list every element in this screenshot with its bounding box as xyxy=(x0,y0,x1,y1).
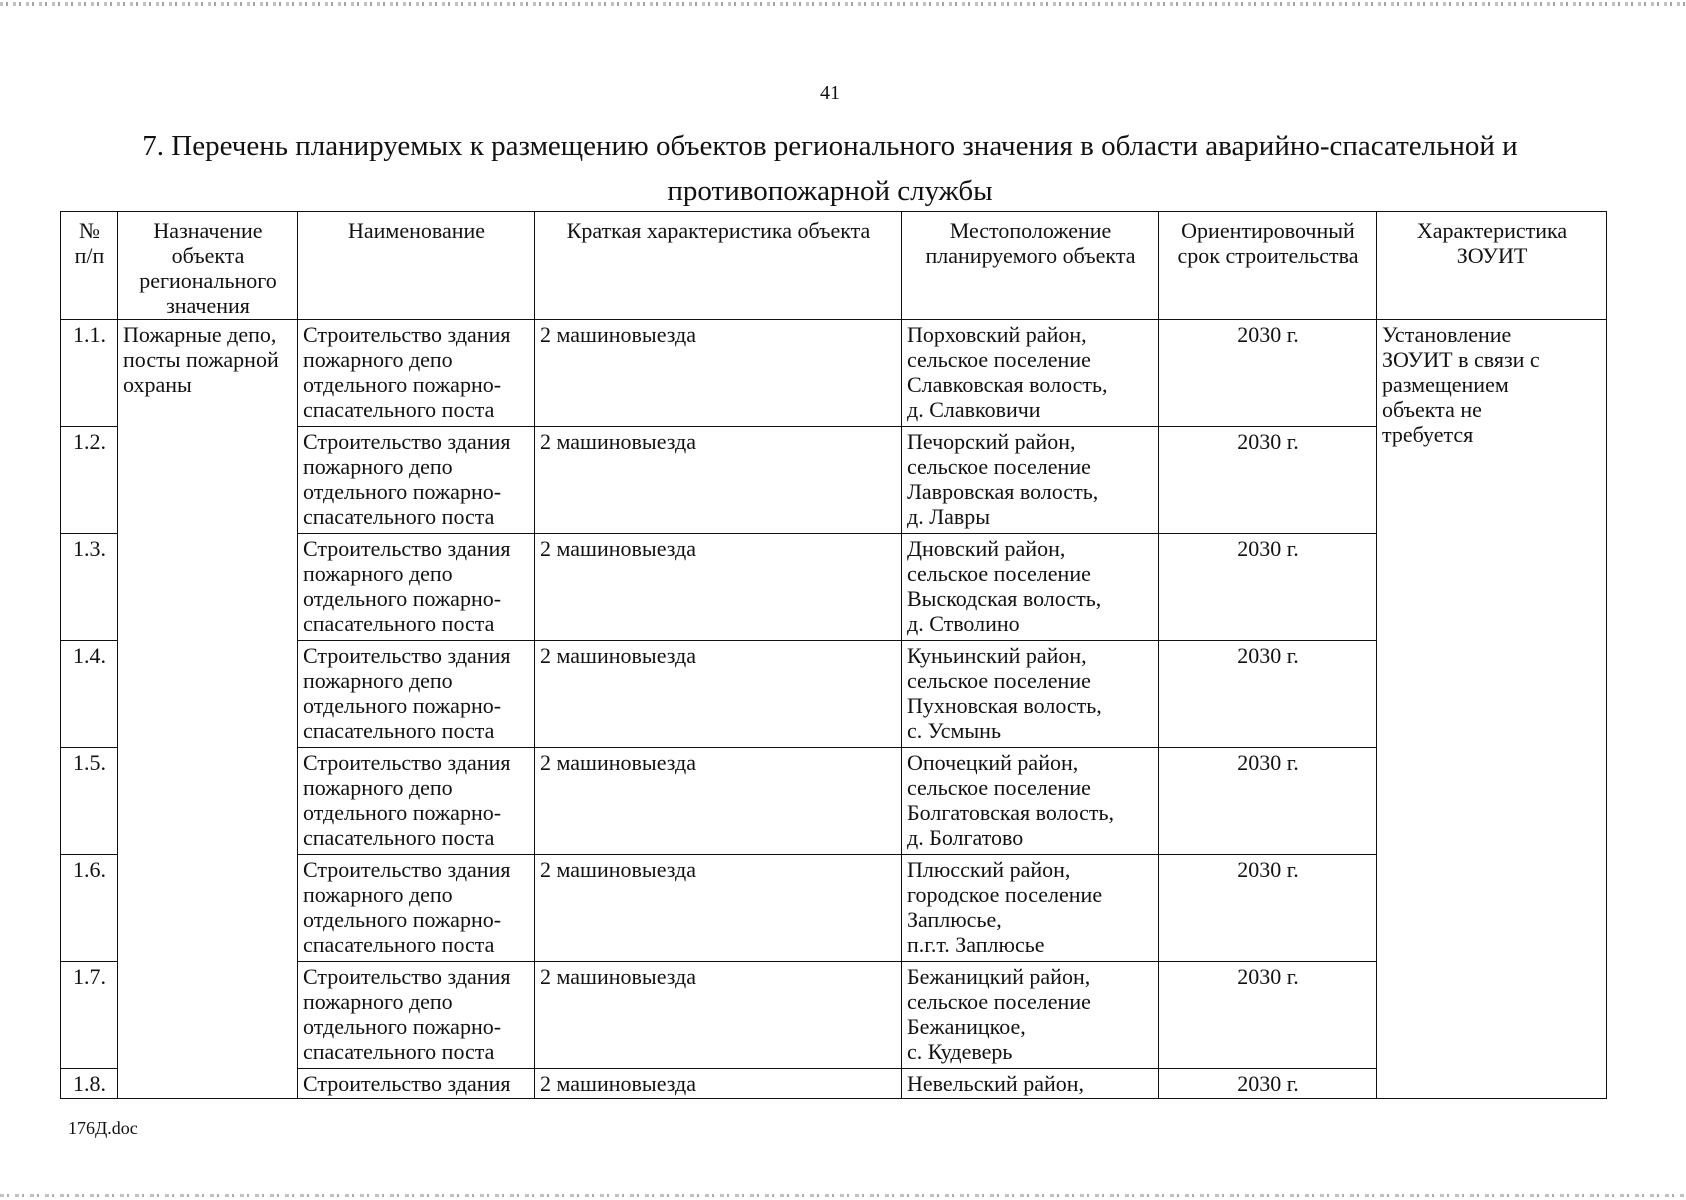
text-line: с. Кудеверь xyxy=(907,1039,1013,1064)
object-name xyxy=(298,1069,535,1099)
text-line: значения xyxy=(166,293,250,318)
object-name xyxy=(298,962,535,1069)
document-title: 7. Перечень планируемых к размещению объектов регионального значения в области аварийно-спасательной и противопожарной службы xyxy=(142,130,1518,207)
text-line: объекта не xyxy=(1382,397,1482,422)
text-line: Местоположение xyxy=(949,218,1112,243)
text-line: сельское поселение xyxy=(907,347,1091,372)
object-location xyxy=(902,641,1159,748)
text-line: д. Славковичи xyxy=(907,397,1041,422)
text-line: Установление xyxy=(1382,322,1512,347)
text-line: Пожарные депо, xyxy=(123,322,277,347)
text-line: городское поселение xyxy=(907,882,1103,907)
text-line: Бежаницкое, xyxy=(907,1014,1026,1039)
object-characteristic: 2 машиновыезда xyxy=(535,320,902,427)
header-name xyxy=(298,212,535,320)
zouit-cell xyxy=(1377,320,1607,1099)
text-line: Строительство здания xyxy=(303,1071,511,1096)
object-location xyxy=(902,1069,1159,1099)
text-line: планируемого объекта xyxy=(925,243,1136,268)
object-location xyxy=(902,534,1159,641)
construction-date: 2030 г. xyxy=(1159,427,1377,534)
text-line: объекта xyxy=(171,243,245,268)
text-line: Назначение xyxy=(153,218,263,243)
text-line: д. Болгатово xyxy=(907,825,1024,850)
text-line: пожарного депо xyxy=(303,989,453,1014)
table-row xyxy=(61,320,1607,427)
text-line: Характеристика xyxy=(1416,218,1568,243)
text-line: отдельного пожарно- xyxy=(303,586,502,611)
text-line: посты пожарной xyxy=(123,347,279,372)
text-line: охраны xyxy=(123,372,192,397)
object-location xyxy=(902,748,1159,855)
text-line: ЗОУИТ xyxy=(1456,243,1528,268)
text-line: Славковская волость, xyxy=(907,372,1108,397)
text-line: Порховский район, xyxy=(907,322,1087,347)
object-name xyxy=(298,320,535,427)
text-line: пожарного депо xyxy=(303,668,453,693)
text-line: сельское поселение xyxy=(907,989,1091,1014)
text-line: Лавровская волость, xyxy=(907,479,1099,504)
text-line: Болгатовская волость, xyxy=(907,800,1115,825)
text-line: пожарного депо xyxy=(303,882,453,907)
row-number: 1.3. xyxy=(61,534,118,641)
text-line: Строительство здания xyxy=(303,750,511,775)
text-line: Пухновская волость, xyxy=(907,693,1102,718)
text-line: Строительство здания xyxy=(303,964,511,989)
text-line: Строительство здания xyxy=(303,643,511,668)
text-line: ЗОУИТ в связи с xyxy=(1382,347,1540,372)
object-location xyxy=(902,962,1159,1069)
object-location xyxy=(902,427,1159,534)
text-line: отдельного пожарно- xyxy=(303,907,502,932)
object-location xyxy=(902,320,1159,427)
text-line: сельское поселение xyxy=(907,561,1091,586)
text-line: п/п xyxy=(74,243,105,268)
text-line: пожарного депо xyxy=(303,454,453,479)
text-line: спасательного поста xyxy=(303,825,495,850)
text-line: д. Лавры xyxy=(907,504,991,529)
header-zouit xyxy=(1377,212,1607,320)
row-number: 1.5. xyxy=(61,748,118,855)
text-line: Печорский район, xyxy=(907,429,1076,454)
text-line: спасательного поста xyxy=(303,1039,495,1064)
object-name xyxy=(298,855,535,962)
object-characteristic: 2 машиновыезда xyxy=(535,855,902,962)
row-number: 1.2. xyxy=(61,427,118,534)
text-line: Плюсский район, xyxy=(907,857,1071,882)
text-line: Строительство здания xyxy=(303,322,511,347)
text-line: Дновский район, xyxy=(907,536,1066,561)
text-line: Наименование xyxy=(347,218,486,243)
text-line: спасательного поста xyxy=(303,932,495,957)
construction-date: 2030 г. xyxy=(1159,748,1377,855)
text-line: Строительство здания xyxy=(303,536,511,561)
text-line: Заплюсье, xyxy=(907,907,1002,932)
text-line: Краткая характеристика объекта xyxy=(566,218,871,243)
text-line: Строительство здания xyxy=(303,857,511,882)
purpose-cell xyxy=(118,320,298,1099)
text-line: Опочецкий район, xyxy=(907,750,1079,775)
row-number: 1.1. xyxy=(61,320,118,427)
text-line: отдельного пожарно- xyxy=(303,372,502,397)
row-number: 1.7. xyxy=(61,962,118,1069)
construction-date: 2030 г. xyxy=(1159,534,1377,641)
text-line: Ориентировочный xyxy=(1181,218,1355,243)
text-line: отдельного пожарно- xyxy=(303,1014,502,1039)
text-line: Невельский район, xyxy=(907,1071,1084,1096)
text-line: спасательного поста xyxy=(303,397,495,422)
object-name xyxy=(298,641,535,748)
construction-date: 2030 г. xyxy=(1159,1069,1377,1099)
header-purpose xyxy=(118,212,298,320)
object-name xyxy=(298,427,535,534)
text-line: срок строительства xyxy=(1177,243,1359,268)
object-name xyxy=(298,534,535,641)
text-line: сельское поселение xyxy=(907,668,1091,693)
construction-date: 2030 г. xyxy=(1159,962,1377,1069)
header-location xyxy=(902,212,1159,320)
text-line: сельское поселение xyxy=(907,775,1091,800)
construction-date: 2030 г. xyxy=(1159,855,1377,962)
text-line: д. Стволино xyxy=(907,611,1020,636)
objects-table xyxy=(60,211,1607,1099)
text-line: отдельного пожарно- xyxy=(303,479,502,504)
header-row xyxy=(61,212,1607,320)
header-characteristic xyxy=(535,212,902,320)
object-characteristic: 2 машиновыезда xyxy=(535,1069,902,1099)
text-line: спасательного поста xyxy=(303,611,495,636)
object-name xyxy=(298,748,535,855)
text-line: спасательного поста xyxy=(303,718,495,743)
text-line: регионального xyxy=(139,268,277,293)
text-line: пожарного депо xyxy=(303,775,453,800)
text-line: отдельного пожарно- xyxy=(303,693,502,718)
file-name: 176Д.doc xyxy=(68,1118,138,1138)
construction-date: 2030 г. xyxy=(1159,641,1377,748)
text-line: с. Усмынь xyxy=(907,718,1001,743)
row-number: 1.4. xyxy=(61,641,118,748)
text-line: Строительство здания xyxy=(303,429,511,454)
text-line: Выскодская волость, xyxy=(907,586,1102,611)
text-line: размещением xyxy=(1382,372,1509,397)
object-characteristic: 2 машиновыезда xyxy=(535,534,902,641)
row-number: 1.6. xyxy=(61,855,118,962)
scan-edge-bottom xyxy=(0,1194,1686,1197)
text-line: пожарного депо xyxy=(303,561,453,586)
object-characteristic: 2 машиновыезда xyxy=(535,748,902,855)
text-line: Бежаницкий район, xyxy=(907,964,1091,989)
construction-date: 2030 г. xyxy=(1159,320,1377,427)
text-line: Куньинский район, xyxy=(907,643,1087,668)
text-line: отдельного пожарно- xyxy=(303,800,502,825)
table-body xyxy=(61,320,1607,1099)
header-construction-date xyxy=(1159,212,1377,320)
page-number: 41 xyxy=(820,82,840,104)
text-line: № xyxy=(79,218,100,243)
row-number: 1.8. xyxy=(61,1069,118,1099)
header-number xyxy=(61,212,118,320)
object-characteristic: 2 машиновыезда xyxy=(535,962,902,1069)
object-location xyxy=(902,855,1159,962)
object-characteristic: 2 машиновыезда xyxy=(535,427,902,534)
object-characteristic: 2 машиновыезда xyxy=(535,641,902,748)
text-line: спасательного поста xyxy=(303,504,495,529)
text-line: требуется xyxy=(1382,422,1474,447)
scan-edge-top xyxy=(0,2,1686,6)
text-line: пожарного депо xyxy=(303,347,453,372)
text-line: сельское поселение xyxy=(907,454,1091,479)
text-line: п.г.т. Заплюсье xyxy=(907,932,1045,957)
